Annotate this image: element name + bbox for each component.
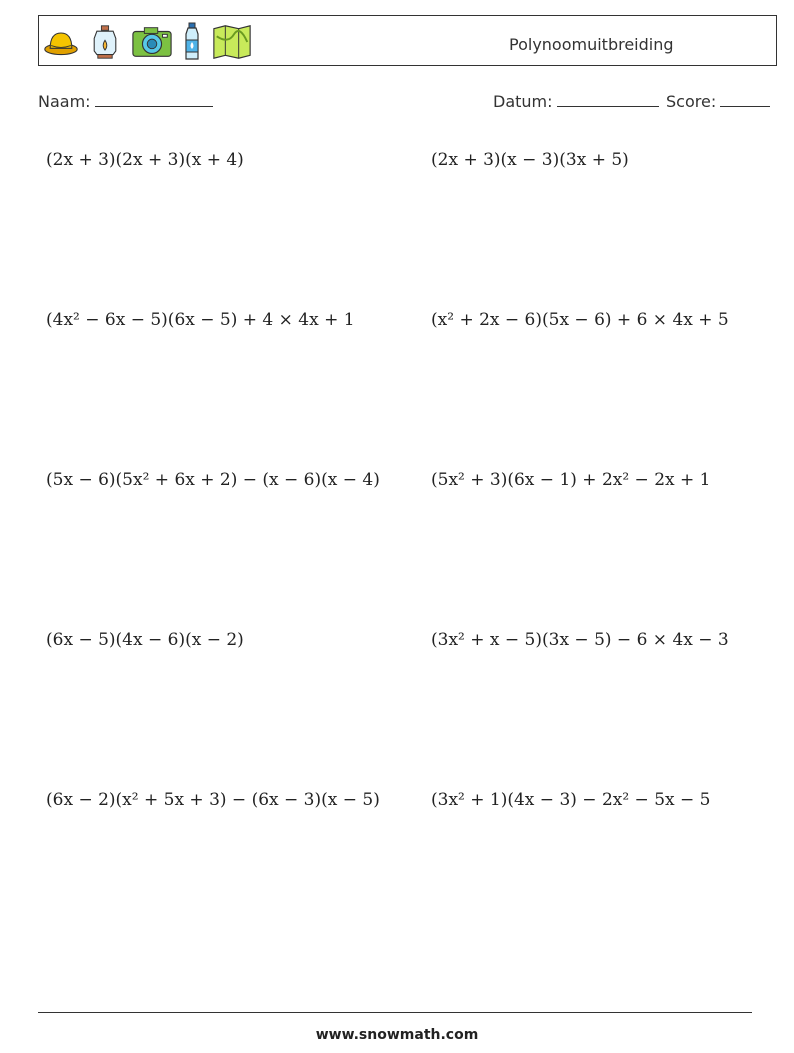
date-field — [493, 92, 659, 111]
page-title: Polynoomuitbreiding — [509, 35, 674, 54]
score-label: Score: — [666, 92, 717, 111]
hat-icon — [43, 22, 79, 62]
date-blank[interactable] — [557, 92, 659, 107]
water-bottle-icon — [181, 22, 203, 62]
problem-10: (3x² + 1)(4x − 3) − 2x² − 5x − 5 — [431, 790, 711, 810]
problem-7: (6x − 5)(4x − 6)(x − 2) — [46, 630, 244, 650]
name-field — [38, 92, 213, 111]
problem-1: (2x + 3)(2x + 3)(x + 4) — [46, 150, 244, 170]
problem-5: (5x − 6)(5x² + 6x + 2) − (x − 6)(x − 4) — [46, 470, 380, 490]
camera-icon — [131, 22, 173, 62]
problem-9: (6x − 2)(x² + 5x + 3) − (6x − 3)(x − 5) — [46, 790, 380, 810]
problem-4: (x² + 2x − 6)(5x − 6) + 6 × 4x + 5 — [431, 310, 729, 330]
footer-url[interactable]: www.snowmath.com — [315, 1027, 479, 1043]
lantern-icon — [87, 22, 123, 62]
map-icon — [211, 22, 253, 62]
problem-8: (3x² + x − 5)(3x − 5) − 6 × 4x − 3 — [431, 630, 729, 650]
date-label: Datum: — [493, 92, 553, 111]
icon-row — [43, 22, 253, 62]
score-field — [666, 92, 770, 111]
score-blank[interactable] — [720, 92, 770, 107]
problem-3: (4x² − 6x − 5)(6x − 5) + 4 × 4x + 1 — [46, 310, 355, 330]
problem-6: (5x² + 3)(6x − 1) + 2x² − 2x + 1 — [431, 470, 711, 490]
worksheet-header — [38, 15, 777, 66]
footer-divider — [38, 1012, 752, 1013]
name-blank[interactable] — [95, 92, 213, 107]
problem-2: (2x + 3)(x − 3)(3x + 5) — [431, 150, 629, 170]
name-label: Naam: — [38, 92, 91, 111]
